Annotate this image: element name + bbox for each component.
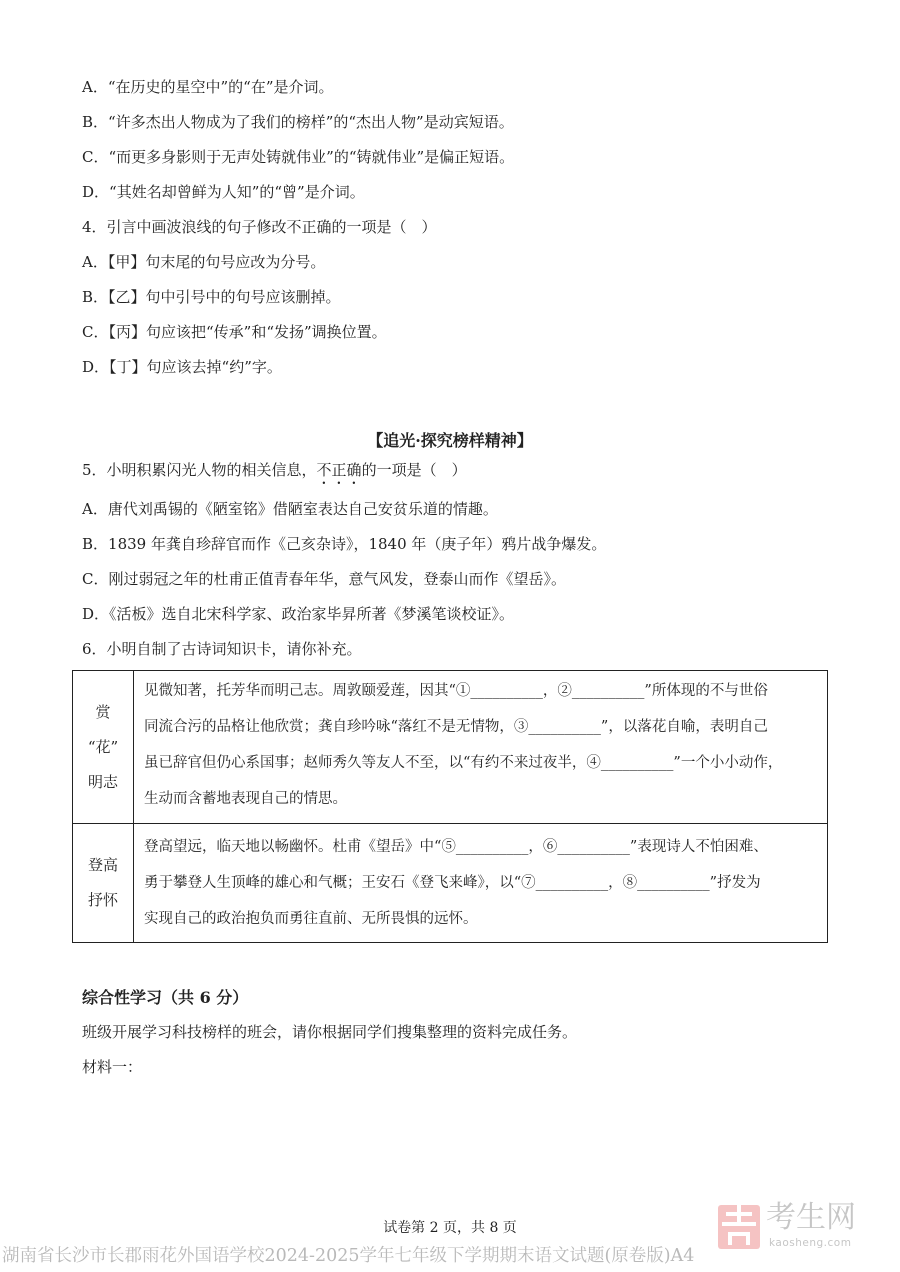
q4-option-c: C．【丙】句应该把“传承”和“发扬”调换位置。: [82, 323, 387, 341]
page-number: 试卷第 2 页，共 8 页: [383, 1220, 517, 1236]
q5-option-d: D．《活板》选自北宋科学家、政治家毕昇所著《梦溪笔谈校证》。: [82, 605, 515, 623]
card-row-label: [73, 824, 134, 942]
comprehensive-intro: 班级开展学习科技榜样的班会，请你根据同学们搜集整理的资料完成任务。: [82, 1023, 578, 1041]
question-4: [82, 210, 828, 385]
q5-stem-emphasis: 不正确: [316, 461, 362, 479]
card-row-climb-heights: [73, 823, 827, 942]
q4-option-d: D．【丁】句应该去掉“约”字。: [82, 358, 282, 376]
q4-option-b: B．【乙】句中引号中的句号应该删掉。: [82, 288, 341, 306]
card-row-label: [73, 671, 134, 823]
card-content-line: 虽已辞官但仍心系国事；赵师秀久等友人不至，以“有约不来过夜半，④__________”一个小小动作，: [144, 755, 783, 771]
material-one-label: 材料一：: [82, 1058, 143, 1076]
q5-stem-after: 的一项是（ ）: [361, 461, 467, 479]
q3-option-c: C．“而更多身影则于无声处铸就伟业”的“铸就伟业”是偏正短语。: [82, 148, 515, 166]
poetry-knowledge-card: [72, 670, 828, 943]
q5-stem: [82, 453, 828, 488]
card-content-line: 生动而含蓄地表现自己的情思。: [144, 791, 347, 807]
card-row-appreciate-flowers: [73, 671, 827, 823]
section-heading-comprehensive: 综合性学习（共 6 分）: [82, 988, 249, 1007]
card-label-line: 抒怀: [87, 891, 118, 909]
question-3-options: [82, 70, 828, 210]
card-row-content: [134, 824, 827, 942]
card-content-line: 勇于攀登人生顶峰的雄心和气概；王安石《登飞来峰》，以“⑦__________，⑧__________”抒发为: [144, 875, 761, 891]
q3-option-b: B．“许多杰出人物成为了我们的榜样”的“杰出人物”是动宾短语。: [82, 113, 514, 131]
card-label-line: 赏: [95, 702, 111, 721]
watermark-domain: kaosheng.com: [769, 1237, 852, 1249]
card-row-content: [134, 671, 827, 823]
section-heading-zhuiguang: 【追光·探究榜样精神】: [367, 431, 533, 450]
watermark-brand: 考生网: [766, 1200, 856, 1235]
kaosheng-logo-icon: [718, 1205, 760, 1249]
card-content-line: 实现自己的政治抱负而勇往直前、无所畏惧的远怀。: [144, 911, 478, 927]
q5-option-c: C．刚过弱冠之年的杜甫正值青春年华，意气风发，登泰山而作《望岳》。: [82, 570, 566, 588]
watermark-logo: [716, 1202, 884, 1252]
card-content-line: 登高望远，临天地以畅幽怀。杜甫《望岳》中“⑤__________，⑥__________”表现诗人不怕困难、: [144, 839, 768, 855]
q3-option-a: A．“在历史的星空中”的“在”是介词。: [82, 78, 334, 96]
q5-option-a: A．唐代刘禹锡的《陋室铭》借陋室表达自己安贫乐道的情趣。: [82, 500, 498, 518]
card-content-line: 同流合污的品格让他欣赏；龚自珍吟咏“落红不是无情物，③__________”，以落花自喻，表明自己: [144, 719, 768, 735]
card-label-line: 明志: [87, 772, 118, 791]
q4-stem: 4．引言中画波浪线的句子修改不正确的一项是（ ）: [82, 218, 437, 236]
card-label-line: “花”: [87, 737, 119, 756]
q5-stem-before: 5．小明积累闪光人物的相关信息，: [82, 461, 317, 479]
q3-option-d: D．“其姓名却曾鲜为人知”的“曾”是介词。: [82, 183, 365, 201]
card-label-line: 登高: [87, 856, 118, 874]
card-content-line: 见微知著，托芳华而明己志。周敦颐爱莲，因其“①__________，②__________”所体现的不与世俗: [144, 683, 768, 699]
q5-option-b: B．1839 年龚自珍辞官而作《己亥杂诗》，1840 年（庚子年）鸦片战争爆发。: [82, 535, 607, 553]
q4-option-a: A．【甲】句末尾的句号应改为分号。: [82, 253, 326, 271]
question-5-options: [82, 492, 828, 632]
source-caption: 湖南省长沙市长郡雨花外国语学校2024-2025学年七年级下学期期末语文试题(原卷版)A4: [2, 1246, 695, 1266]
q6-stem: 6．小明自制了古诗词知识卡，请你补充。: [82, 640, 362, 658]
